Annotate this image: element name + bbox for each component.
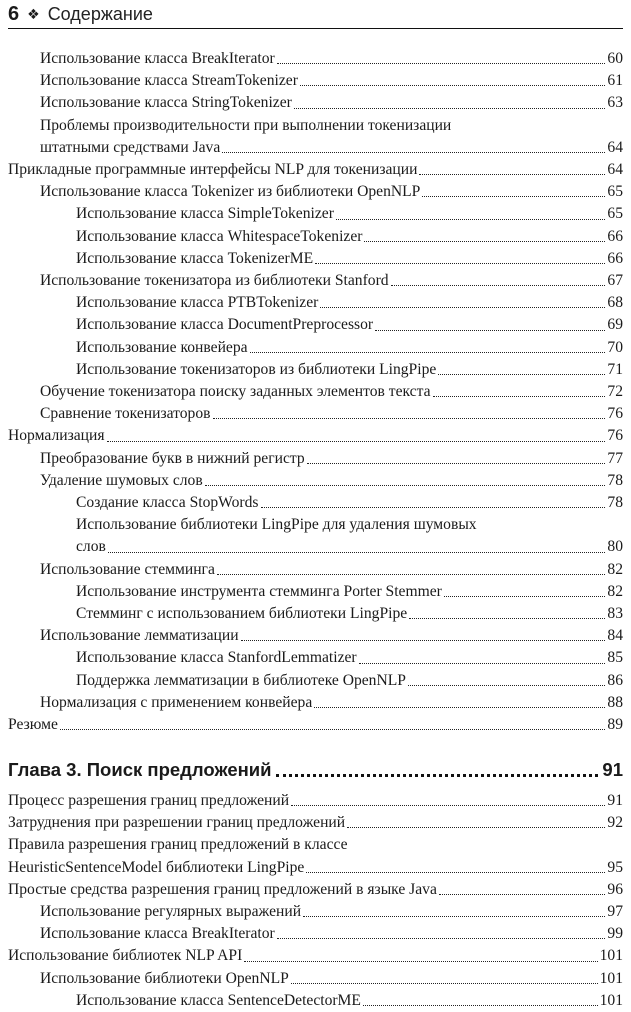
- toc-entry: [8, 714, 623, 736]
- toc-entry-title: Стемминг с использованием библиотеки LingPipe: [76, 605, 408, 623]
- toc-entry-title: Использование класса BreakIterator: [40, 925, 275, 943]
- toc-entry-page: 80: [607, 538, 623, 556]
- toc-entry-title: Использование класса TokenizerME: [76, 249, 314, 267]
- dot-leader: [277, 938, 606, 939]
- toc-entry: [8, 625, 623, 647]
- toc-entry-page: 78: [607, 494, 623, 512]
- toc-entry: [8, 403, 623, 425]
- chapter-heading: [8, 757, 623, 783]
- toc-entry-title: Использование класса BreakIterator: [40, 50, 275, 67]
- toc-entry-page: 82: [607, 582, 623, 600]
- toc-entry: [8, 70, 623, 92]
- toc-entry: [8, 248, 623, 270]
- dot-leader: [315, 263, 605, 264]
- toc-entry: [8, 647, 623, 669]
- dot-leader: [244, 961, 597, 962]
- toc-entry-title-continued: HeuristicSentenceModel библиотеки LingPipe: [8, 858, 305, 876]
- toc-entry-title: Сравнение токенизаторов: [40, 405, 211, 423]
- toc-entry-title-continued: слов: [76, 538, 106, 556]
- dot-leader: [433, 396, 606, 397]
- dot-leader: [250, 352, 606, 353]
- toc-entry-title: Использование конвейера: [76, 338, 248, 356]
- toc-entry-title: Использование регулярных выражений: [40, 903, 302, 921]
- toc-entry-page: 64: [607, 138, 623, 156]
- toc-entry-page: 92: [607, 814, 623, 832]
- dot-leader: [438, 374, 605, 375]
- toc-entry-page: 65: [607, 183, 623, 201]
- toc-entry-title: Использование класса Tokenizer из библиотеки OpenNLP: [40, 183, 421, 201]
- toc-entry: [8, 314, 623, 336]
- toc-entry-title: Затруднения при разрешении границ предложений: [8, 814, 346, 832]
- toc-entry: [8, 879, 623, 901]
- page-header: [8, 0, 623, 29]
- dot-leader: [306, 872, 605, 873]
- toc-entry-page: 70: [607, 338, 623, 356]
- toc-entry-page: 65: [607, 205, 623, 223]
- toc-entry-page: 83: [607, 605, 623, 623]
- dot-leader: [205, 485, 606, 486]
- dot-leader: [261, 507, 606, 508]
- dot-leader: [336, 219, 606, 220]
- dot-leader: [108, 552, 606, 553]
- toc-entry-page: 69: [607, 316, 623, 334]
- toc-entry: [8, 448, 623, 470]
- toc-entry-title: Создание класса StopWords: [76, 494, 259, 512]
- toc-entry-title: Использование класса StreamTokenizer: [40, 72, 298, 90]
- toc-entry-page: 96: [607, 880, 623, 898]
- dot-leader: [277, 63, 606, 64]
- toc-entry: [8, 559, 623, 581]
- toc-entry-page: 67: [607, 272, 623, 290]
- dot-leader: [222, 152, 605, 153]
- dot-leader: [408, 685, 605, 686]
- page-number: 6: [8, 2, 20, 25]
- toc-entry: [8, 226, 623, 248]
- toc-entry-title-continued: штатными средствами Java: [40, 138, 221, 156]
- toc-entry-page: 77: [607, 449, 623, 467]
- toc-entry: [8, 159, 623, 181]
- dot-leader: [276, 774, 599, 777]
- toc-entry-page: 89: [607, 716, 623, 734]
- toc-entry: [8, 425, 623, 447]
- toc-entry-title: Использование токенизатора из библиотеки Stanford: [40, 272, 389, 290]
- toc-entry-title: Прикладные программные интерфейсы NLP для токенизации: [8, 161, 418, 179]
- toc-entry-title: Обучение токенизатора поиску заданных элементов текста: [40, 383, 431, 401]
- diamond-ornament-icon: ❖: [27, 5, 40, 22]
- toc-entry: [8, 48, 623, 70]
- toc-entry-page: 71: [607, 360, 623, 378]
- toc-entry: [8, 812, 623, 834]
- toc-entry: [8, 115, 623, 159]
- toc-entry-page: 84: [607, 627, 623, 645]
- toc-entry-title: Резюме: [8, 716, 58, 734]
- dot-leader: [294, 108, 606, 109]
- toc-entry-page: 99: [607, 925, 623, 943]
- toc-entry-page: 72: [607, 383, 623, 401]
- toc-entry: [8, 692, 623, 714]
- dot-leader: [291, 983, 598, 984]
- toc-entry-page: 60: [607, 50, 623, 67]
- toc-entry-title: Поддержка лемматизации в библиотеке OpenNLP: [76, 671, 406, 689]
- toc-entry-title: Использование класса StringTokenizer: [40, 94, 292, 112]
- toc-entry-page: 95: [607, 858, 623, 876]
- toc-entry-title: Проблемы производительности при выполнении токенизации: [40, 116, 452, 134]
- toc-entry-page: 86: [607, 671, 623, 689]
- toc-entry-page: 61: [607, 72, 623, 90]
- toc-entry: [8, 470, 623, 492]
- dot-leader: [364, 241, 605, 242]
- toc-entry-page: 78: [607, 471, 623, 489]
- toc-entry: [8, 270, 623, 292]
- toc-section-chapter-2: [8, 48, 623, 736]
- toc-entry-page: 76: [607, 427, 623, 445]
- chapter-title: Глава 3. Поиск предложений: [8, 759, 272, 780]
- dot-leader: [314, 707, 605, 708]
- toc-entry-title: Процесс разрешения границ предложений: [8, 792, 290, 809]
- toc-entry-title: Нормализация: [8, 427, 105, 445]
- toc-entry: [8, 337, 623, 359]
- toc-entry-page: 101: [599, 947, 623, 965]
- toc-entry-title: Использование инструмента стемминга Porter Stemmer: [76, 582, 442, 600]
- toc-entry-title: Использование токенизаторов из библиотеки LingPipe: [76, 360, 437, 378]
- dot-leader: [320, 307, 605, 308]
- toc-entry-page: 101: [599, 969, 623, 987]
- toc-entry: [8, 968, 623, 990]
- toc-entry: [8, 203, 623, 225]
- dot-leader: [107, 441, 606, 442]
- toc-section-chapter-3: [8, 790, 623, 1012]
- toc-entry: [8, 514, 623, 558]
- dot-leader: [303, 916, 605, 917]
- toc-entry: [8, 181, 623, 203]
- toc-entry-title: Использование класса SimpleTokenizer: [76, 205, 334, 223]
- dot-leader: [444, 596, 606, 597]
- toc-entry-title: Использование класса WhitespaceTokenizer: [76, 227, 363, 245]
- dot-leader: [363, 1005, 598, 1006]
- dot-leader: [291, 805, 605, 806]
- toc-entry-title: Использование класса SentenceDetectorME: [76, 991, 361, 1009]
- dot-leader: [439, 894, 606, 895]
- toc-entry-title: Использование класса StanfordLemmatizer: [76, 649, 357, 667]
- toc-entry-page: 91: [607, 792, 623, 809]
- toc-entry: [8, 581, 623, 603]
- toc-entry-page: 85: [607, 649, 623, 667]
- toc-entry-title: Использование класса PTBTokenizer: [76, 294, 319, 312]
- dot-leader: [409, 618, 605, 619]
- toc-entry-title: Удаление шумовых слов: [40, 471, 203, 489]
- toc-entry: [8, 790, 623, 812]
- running-title: Содержание: [47, 3, 153, 24]
- toc-entry: [8, 292, 623, 314]
- toc-entry-title: Использование класса DocumentPreprocessor: [76, 316, 374, 334]
- toc-entry-page: 101: [599, 991, 623, 1009]
- dot-leader: [307, 463, 606, 464]
- toc-entry: [8, 359, 623, 381]
- toc-entry: [8, 990, 623, 1012]
- dot-leader: [422, 196, 605, 197]
- dot-leader: [375, 330, 605, 331]
- toc-entry-page: 68: [607, 294, 623, 312]
- toc-entry: [8, 92, 623, 114]
- toc-entry: [8, 901, 623, 923]
- toc-entry-page: 88: [607, 693, 623, 711]
- toc-entry-title: Использование стемминга: [40, 560, 215, 578]
- toc-entry-title: Преобразование букв в нижний регистр: [40, 449, 305, 467]
- toc-entry: [8, 670, 623, 692]
- toc-entry: [8, 381, 623, 403]
- dot-leader: [359, 663, 606, 664]
- toc-entry-page: 66: [607, 249, 623, 267]
- toc-entry-title: Использование библиотек NLP API: [8, 947, 243, 965]
- toc-entry-page: 64: [607, 161, 623, 179]
- toc-entry-page: 63: [607, 94, 623, 112]
- chapter-page: 91: [602, 759, 623, 780]
- dot-leader: [60, 729, 605, 730]
- dot-leader: [347, 827, 605, 828]
- toc-entry: [8, 492, 623, 514]
- dot-leader: [391, 285, 606, 286]
- toc-entry: [8, 603, 623, 625]
- toc-entry-title: Простые средства разрешения границ предложений в языке Java: [8, 880, 437, 898]
- toc-entry: [8, 945, 623, 967]
- toc-entry-page: 76: [607, 405, 623, 423]
- toc-entry: [8, 834, 623, 878]
- toc-entry-page: 82: [607, 560, 623, 578]
- dot-leader: [419, 174, 605, 175]
- dot-leader: [213, 418, 606, 419]
- dot-leader: [217, 574, 606, 575]
- toc-entry-page: 97: [607, 903, 623, 921]
- toc-entry-title: Правила разрешения границ предложений в классе: [8, 836, 348, 854]
- dot-leader: [241, 640, 606, 641]
- toc-entry-page: 66: [607, 227, 623, 245]
- toc-entry-title: Использование библиотеки LingPipe для удаления шумовых: [76, 516, 477, 534]
- dot-leader: [300, 85, 606, 86]
- toc-entry: [8, 923, 623, 945]
- toc-entry-title: Нормализация с применением конвейера: [40, 693, 313, 711]
- toc-entry-title: Использование лемматизации: [40, 627, 239, 645]
- toc-entry-title: Использование библиотеки OpenNLP: [40, 969, 289, 987]
